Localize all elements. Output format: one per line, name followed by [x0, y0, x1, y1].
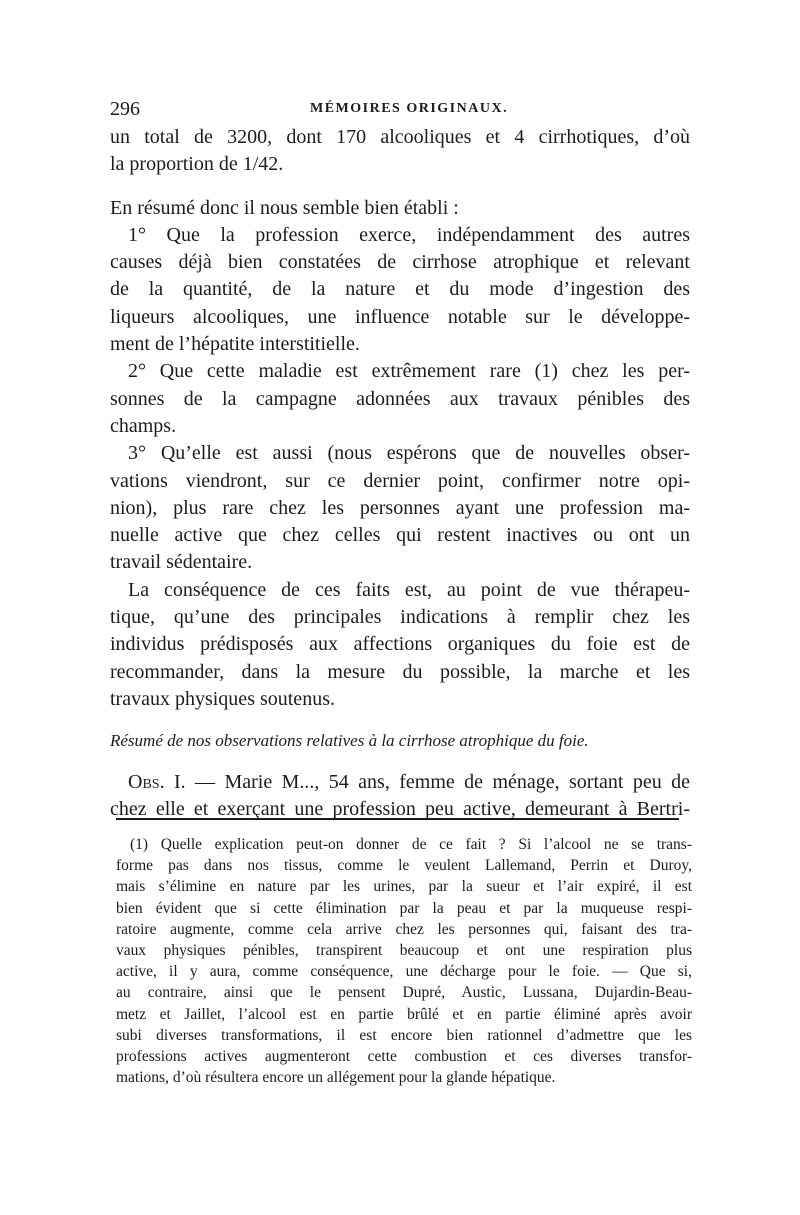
section-gap: [110, 755, 690, 769]
text-line: travail sédentaire.: [110, 551, 253, 574]
text-line: champs.: [110, 414, 177, 437]
text-line: travaux physiques soutenus.: [110, 687, 335, 710]
page-number: 296: [110, 98, 140, 120]
text-line: recommander, dans la mesure du possible, la marche et les: [110, 660, 690, 683]
footnote-line: metz et Jaillet, l’alcool est en partie brûlé et en partie éliminé après avoir: [116, 1005, 692, 1023]
section-gap: [110, 713, 690, 727]
text-line: sonnes de la campagne adonnées aux travaux pénibles des: [110, 387, 690, 410]
text-line: 3° Qu’elle est aussi (nous espérons que de nouvelles obser-: [128, 442, 690, 465]
observation-text: — Marie M..., 54 ans, femme de ménage, sortant peu de: [195, 770, 691, 793]
footnote-line: ratoire augmente, comme cela arrive chez les personnes qui, faisant des tra-: [116, 920, 692, 938]
text-line: de la quantité, de la nature et du mode d’ingestion des: [110, 278, 690, 301]
footnote-line: (1) Quelle explication peut-on donner de ce fait ? Si l’alcool ne se trans-: [130, 836, 692, 853]
text-line: individus prédisposés aux affections organiques du foie est de: [110, 633, 690, 656]
footnote-line: mations, d’où résultera encore un allégement pour la glande hépatique.: [116, 1069, 556, 1087]
text-line: La conséquence de ces faits est, au point de vue thérapeu-: [128, 578, 690, 601]
section-heading: Résumé de nos observations relatives à la cirrhose atrophique du foie.: [110, 731, 589, 751]
footnote-line: professions actives augmenteront cette combustion et ces diverses transfor-: [116, 1048, 692, 1066]
footnote-line: au contraire, ainsi que le pensent Dupré, Austic, Lussana, Dujardin-Beau-: [116, 984, 692, 1002]
text-line: la proportion de 1/42.: [110, 153, 284, 176]
observation-label: Obs. I.: [128, 770, 186, 793]
text-line: 1° Que la profession exerce, indépendamment des autres: [128, 223, 690, 246]
text-line: tique, qu’une des principales indications à remplir chez les: [110, 606, 690, 629]
running-header: [110, 98, 690, 126]
text-line: ment de l’hépatite interstitielle.: [110, 333, 360, 356]
main-text: [110, 124, 690, 823]
footnote-rule: [116, 818, 679, 820]
text-line: nion), plus rare chez les personnes ayant une profession ma-: [110, 496, 690, 519]
text-line: En résumé donc il nous semble bien établi :: [110, 196, 459, 219]
footnote-line: vaux physiques pénibles, transpirent beaucoup et ont une respiration plus: [116, 942, 692, 960]
footnote-line: mais s’élimine en nature par les urines, par la sueur et l’air expiré, il est: [116, 878, 692, 896]
text-line: nuelle active que chez celles qui restent inactives ou ont un: [110, 524, 690, 547]
footnote-line: active, il y aura, comme conséquence, une décharge pour le foie. — Que si,: [116, 963, 692, 981]
footnote-line: bien évident que si cette élimination par la peau et par la muqueuse respi-: [116, 899, 692, 917]
footnote-line: subi diverses transformations, il est encore bien rationnel d’admettre que les: [116, 1026, 692, 1044]
footnote: [116, 834, 692, 1088]
text-line: vations viendront, sur ce dernier point, confirmer notre opi-: [110, 469, 690, 492]
observation-line: [110, 769, 690, 796]
observation-line: chez elle et exerçant une profession peu active, demeurant à Bertri-: [110, 797, 690, 820]
running-title: MÉMOIRES ORIGINAUX.: [310, 101, 509, 116]
footnote-line: forme pas dans nos tissus, comme le veulent Lallemand, Perrin et Duroy,: [116, 857, 692, 875]
paragraph-gap: [110, 179, 690, 195]
text-line: liqueurs alcooliques, une influence notable sur le développe-: [110, 305, 690, 328]
text-line: un total de 3200, dont 170 alcooliques et 4 cirrhotiques, d’où: [110, 126, 690, 148]
text-line: 2° Que cette maladie est extrêmement rare (1) chez les per-: [128, 360, 690, 383]
text-line: causes déjà bien constatées de cirrhose atrophique et relevant: [110, 251, 690, 274]
